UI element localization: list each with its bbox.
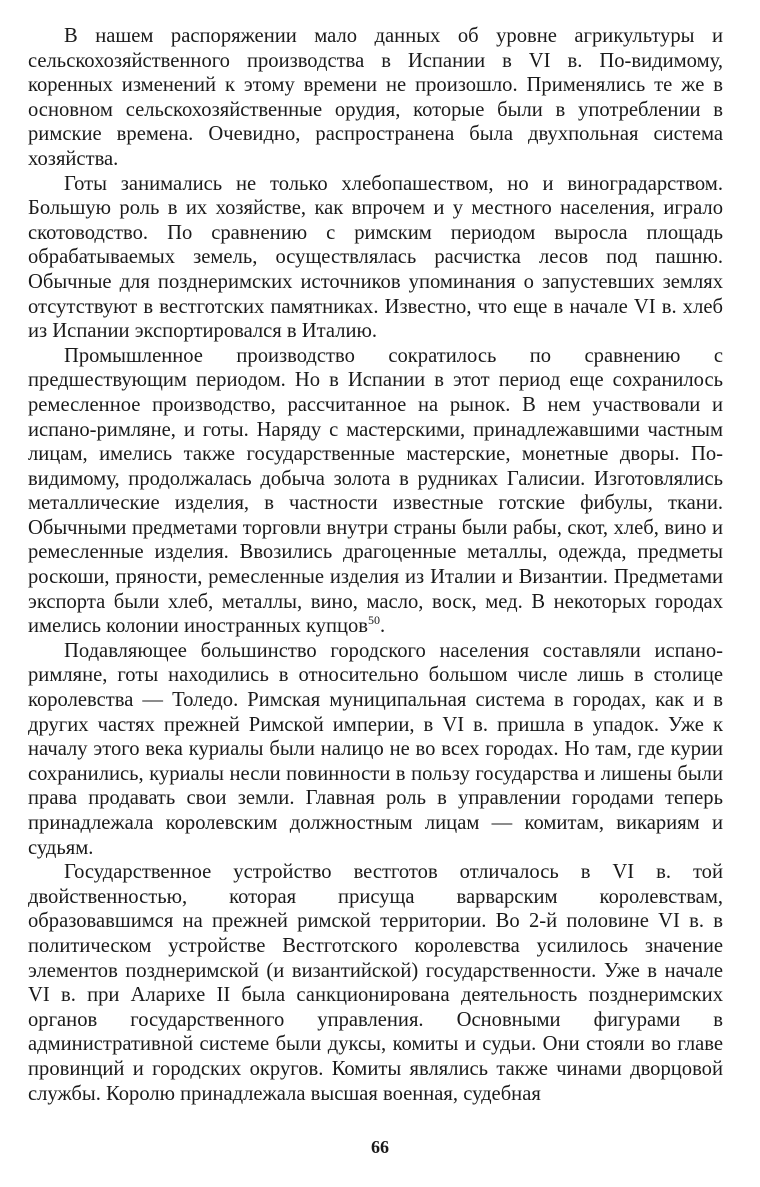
paragraph-cities: Подавляющее большинство городского населения составляли испано-римляне, готы находились в относительно большом числе лишь в столице королевства — Толедо. Римская муниципальная система в городах, как и в других частях прежней Римской империи, в VI в. пришла в упадок. Уже к началу этого века куриалы были налицо не во всех городах. Но там, где курии сохранились, куриалы несли повинности в пользу государства и лишены были права продавать свои земли. Главная роль в управлении городами теперь принадлежала королевским должностным лицам — комитам, викариям и судьям. bbox=[28, 639, 723, 859]
paragraph-agriculture: В нашем распоряжении мало данных об уровне агрикультуры и сельскохозяйственного производства в Испании в VI в. По-видимому, коренных изменений к этому времени не произошло. Применялись те же в основном сельскохозяйственные орудия, которые были в употреблении в римские времена. Очевидно, распространена была двухпольная система хозяйства. bbox=[28, 25, 723, 170]
page-body bbox=[28, 24, 723, 1106]
footnote-tail: . bbox=[380, 615, 386, 638]
paragraph-goths-farming: Готы занимались не только хлебопашеством, но и виноградарством. Большую роль в их хозяйстве, как впрочем и у местного населения, играло скотоводство. По сравнению с римским периодом выросла площадь обрабатываемых земель, осуществлялась расчистка лесов под пашню. Обычные для позднеримских источников упоминания о запустевших землях отсутствуют в вестготских памятниках. Известно, что еще в начале VI в. хлеб из Испании экспортировался в Италию. bbox=[28, 172, 723, 343]
footnote-reference: 50 bbox=[368, 613, 381, 628]
page-number: 66 bbox=[371, 1137, 389, 1157]
paragraph-industry-text: Промышленное производство сократилось по сравнению с предшествующим периодом. Но в Испании в этот период еще сохранилось ремесленное производство, рассчитанное на рынок. В нем участвовали и испано-римляне, и готы. Наряду с мастерскими, принадлежавшими частным лицам, имелись также государственные мастерские, монетные дворы. По-видимому, продолжалась добыча золота в рудниках Галисии. Изготовлялись металлические изделия, в частности известные готские фибулы, ткани. Обычными предметами торговли внутри страны были рабы, скот, хлеб, вино и ремесленные изделия. Ввозились драгоценные металлы, одежда, предметы роскоши, пряности, ремесленные изделия из Италии и Византии. Предметами экспорта были хлеб, металлы, вино, масло, воск, мед. В некоторых городах имелись колонии иностранных купцов bbox=[28, 344, 723, 638]
paragraph-industry bbox=[28, 344, 723, 639]
paragraph-state: Государственное устройство вестготов отличалось в VI в. той двойственностью, которая присуща варварским королевствам, образовавшимся на прежней римской территории. Во 2-й половине VI в. в политическом устройстве Вестготского королевства усилилось значение элементов позднеримской (и византийской) государственности. Уже в начале VI в. при Аларихе II была санкционирована деятельность позднеримских органов государственного управления. Основными фигурами в административной системе были дуксы, комиты и судьи. Они стояли во главе провинций и городских округов. Комиты являлись также чинами дворцовой службы. Королю принадлежала высшая военная, судебная bbox=[28, 861, 723, 1105]
